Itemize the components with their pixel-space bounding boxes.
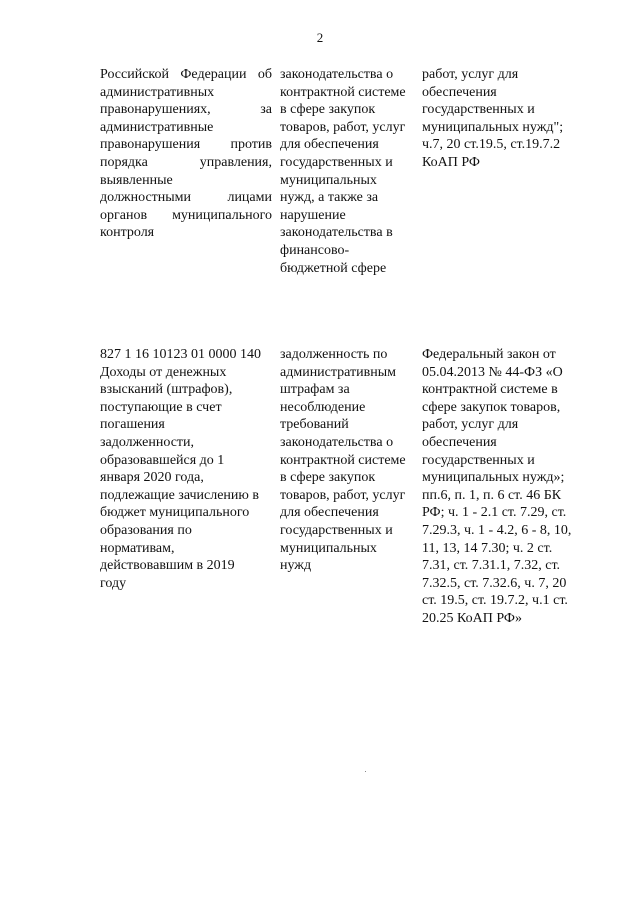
text-line: 05.04.2013 № 44-ФЗ «О — [422, 364, 563, 380]
text-line: для обеспечения — [280, 505, 379, 521]
text-line: правонарушения против — [100, 137, 272, 153]
text-line: января 2020 года, — [100, 470, 204, 486]
text-line: году — [100, 575, 127, 591]
text-line: контрактной системе в — [422, 382, 558, 398]
text-line: законодательства о — [280, 434, 394, 450]
text-line: нормативам, — [100, 540, 175, 556]
text-line: законодательства о — [280, 67, 394, 82]
text-line: нужд, а также за — [280, 190, 379, 206]
text-line: 7.32.5, ст. 7.32.6, ч. 7, 20 — [422, 575, 567, 591]
text-line: сфере закупок товаров, — [422, 399, 561, 415]
text-line: действовавшим в 2019 — [100, 558, 235, 574]
text-line: РФ; ч. 1 - 2.1 ст. 7.29, ст. — [422, 505, 567, 521]
text-line: работ, услуг для — [422, 417, 519, 433]
text-line: Российской Федерации об — [100, 67, 272, 82]
row2-purpose — [280, 346, 415, 575]
text-line: задолженности, — [100, 434, 195, 450]
text-line: требований — [280, 417, 349, 433]
text-line: работ, услуг для — [422, 67, 519, 82]
text-line: взысканий (штрафов), — [100, 382, 233, 398]
text-line: товаров, работ, услуг — [280, 119, 406, 135]
text-line: порядка управления, — [100, 154, 272, 170]
text-line: для обеспечения — [280, 137, 379, 153]
text-line: финансово- — [280, 242, 350, 258]
row1-purpose — [280, 66, 415, 277]
text-line: государственных и — [280, 522, 393, 538]
text-line: государственных и — [422, 102, 535, 118]
text-line: обеспечения — [422, 434, 497, 450]
budget-code: 827 1 16 10123 01 0000 140 — [100, 347, 261, 362]
text-line: подлежащие зачислению в — [100, 487, 259, 503]
text-line: обеспечения — [422, 84, 497, 100]
text-line: товаров, работ, услуг — [280, 487, 406, 503]
text-line: бюджет муниципального — [100, 505, 250, 521]
text-line: административные — [100, 119, 214, 135]
text-line: ч.7, 20 ст.19.5, ст.19.7.2 — [422, 137, 561, 153]
text-line: должностными лицами — [100, 190, 272, 206]
text-line: контрактной системе — [280, 452, 406, 468]
row2-description — [100, 346, 272, 592]
text-line: в сфере закупок — [280, 102, 376, 118]
text-line: ст. 19.5, ст. 19.7.2, ч.1 ст. — [422, 593, 568, 609]
text-line: административным — [280, 364, 397, 380]
text-line: муниципальных — [280, 172, 377, 188]
text-line: несоблюдение — [280, 399, 366, 415]
text-line: выявленные — [100, 172, 173, 188]
text-line: муниципальных — [280, 540, 377, 556]
text-line: поступающие в счет — [100, 399, 222, 415]
text-line: образования по — [100, 522, 192, 538]
text-line: нарушение — [280, 207, 346, 223]
row2-legal-basis — [422, 346, 584, 628]
scan-speck — [365, 771, 366, 772]
text-line: муниципальных нужд"; — [422, 119, 564, 135]
text-line: 7.31, ст. 7.31.1, 7.32, ст. — [422, 558, 561, 574]
text-line: законодательства в — [280, 225, 393, 241]
text-line: погашения — [100, 417, 165, 433]
text-line: муниципальных нужд»; — [422, 470, 565, 486]
text-line: контроля — [100, 225, 155, 241]
text-line: государственных и — [280, 154, 393, 170]
text-line: Доходы от денежных — [100, 364, 227, 380]
text-line: 11, 13, 14 7.30; ч. 2 ст. — [422, 540, 553, 556]
page-number: 2 — [316, 30, 324, 45]
text-line: бюджетной сфере — [280, 260, 387, 276]
text-line: образовавшейся до 1 — [100, 452, 225, 468]
text-line: административных — [100, 84, 215, 100]
text-line: 7.29.3, ч. 1 - 4.2, 6 - 8, 10, — [422, 522, 572, 538]
text-line: 20.25 КоАП РФ» — [422, 610, 522, 626]
text-line: в сфере закупок — [280, 470, 376, 486]
text-line: контрактной системе — [280, 84, 406, 100]
text-line: пп.6, п. 1, п. 6 ст. 46 БК — [422, 487, 562, 503]
text-line: правонарушениях, за — [100, 102, 272, 118]
text-line: штрафам за — [280, 382, 350, 398]
row1-legal-basis — [422, 66, 584, 172]
text-line: государственных и — [422, 452, 535, 468]
text-line: КоАП РФ — [422, 154, 480, 170]
text-line: органов муниципального — [100, 207, 272, 223]
text-line: задолженность по — [280, 347, 388, 362]
text-line: нужд — [280, 558, 312, 574]
text-line: Федеральный закон от — [422, 347, 556, 362]
row1-description — [100, 66, 272, 242]
